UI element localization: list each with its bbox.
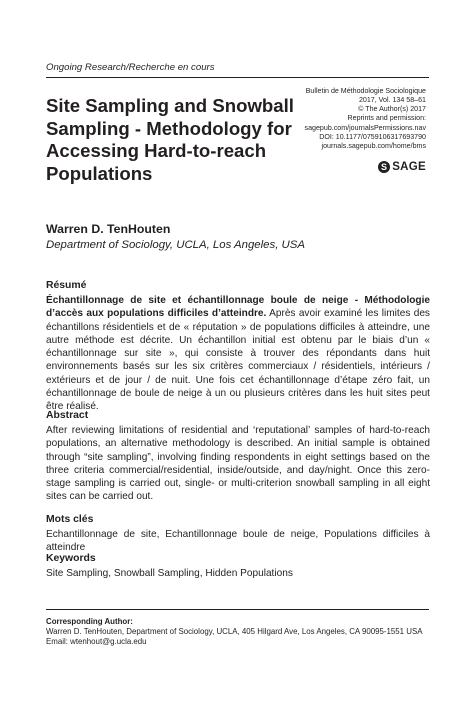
corresponding-author-heading: Corresponding Author:: [46, 617, 133, 626]
reprints-label: Reprints and permission:: [347, 114, 426, 123]
journal-volume: 2017, Vol. 134 58–61: [358, 96, 426, 105]
author-affiliation: Department of Sociology, UCLA, Los Angeles, USA: [46, 239, 305, 251]
resume-title: Échantillonnage de site et échantillonnage boule de neige - Méthodologie d’accès aux populations difficiles d’atteindre.: [46, 295, 430, 320]
header-rule: [46, 77, 429, 78]
keywords-section: [46, 552, 430, 580]
abstract-section: [46, 409, 430, 504]
resume-section: [46, 279, 430, 414]
section-label: Ongoing Research/Recherche en cours: [46, 62, 215, 73]
resume-text: [46, 294, 430, 414]
keywords-heading: Keywords: [46, 553, 96, 564]
sage-logo-icon: S: [378, 161, 390, 173]
sage-logo-text: SAGE: [392, 161, 426, 173]
journal-name: Bulletin de Méthodologie Sociologique: [305, 87, 426, 95]
abstract-heading: Abstract: [46, 410, 89, 421]
author-name: Warren D. TenHouten: [46, 222, 171, 236]
copyright: © The Author(s) 2017: [358, 105, 426, 114]
mots-cles-heading: Mots clés: [46, 514, 94, 525]
doi[interactable]: DOI: 10.1177/0759106317693790: [319, 132, 426, 141]
corresponding-author-address: Warren D. TenHouten, Department of Sociology, UCLA, 405 Hilgard Ave, Los Angeles, CA 90095-1551 USA: [46, 627, 423, 636]
article-title: Site Sampling and Snowball Sampling - Methodology for Accessing Hard-to-reach Populations: [46, 95, 294, 184]
resume-body: Après avoir examiné les limites des échantillons résidentiels et de « réputation » de populations difficiles à atteindre, une autre méthode est décrite. Un échantillon initial est obtenu par le biais d’un « échantillonnage sur site », qui consiste à trouver des répondants dans huit environnements basés sur les six critères commerciaux / résidentiels, intérieurs / extérieurs et de jour / de nuit. Une fois cet échantillonnage d’étape zéro fait, un échantillonnage de boule de neige à un ou plusieurs critères dans les huit sites peut être réalisé.: [46, 308, 430, 413]
permissions-link[interactable]: sagepub.com/journalsPermissions.nav: [304, 123, 426, 132]
abstract-body: After reviewing limitations of residential and ‘reputational’ samples of hard-to-reach populations, an alternative methodology is described. An initial sample is obtained through “site sampling”, involving finding respondents in eight settings based on the three criteria commercial/residential, inside/outside, and day/night. Once this zero-stage sampling is carried out, single- or multi-criterion snowball sampling in all eight sites can be carried out.: [46, 425, 430, 503]
journal-homepage-link[interactable]: journals.sagepub.com/home/bms: [321, 141, 426, 150]
footer-rule: [46, 609, 429, 610]
resume-heading: Résumé: [46, 280, 87, 291]
mots-cles-body: Echantillonnage de site, Echantillonnage boule de neige, Populations difficiles à atteindre: [46, 529, 430, 554]
mots-cles-section: [46, 513, 430, 555]
sage-logo: [378, 161, 426, 173]
corresponding-author-email[interactable]: Email: wtenhout@g.ucla.edu: [46, 637, 147, 646]
keywords-body: Site Sampling, Snowball Sampling, Hidden Populations: [46, 568, 293, 579]
corresponding-author: [46, 617, 430, 647]
